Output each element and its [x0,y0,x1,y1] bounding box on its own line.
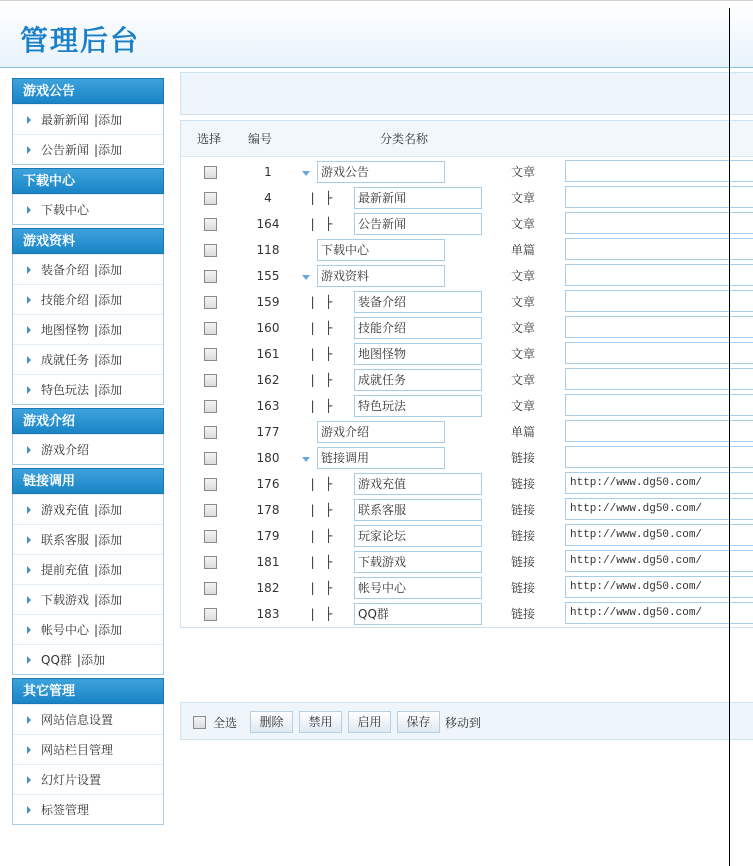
sidebar-item[interactable] [13,584,163,614]
row-id: 177 [256,425,280,439]
row-url-input[interactable] [565,212,753,234]
row-checkbox[interactable] [204,218,217,231]
sidebar-add-link[interactable]: 添加 [98,293,123,307]
row-url-input[interactable] [565,290,753,312]
row-checkbox[interactable] [204,348,217,361]
sidebar-add-link[interactable]: 添加 [98,623,123,637]
row-id: 183 [256,607,280,621]
sidebar [12,78,164,828]
row-id: 160 [256,321,280,335]
tree-branch: ├ [325,529,333,543]
sidebar-group [12,468,164,675]
sidebar-item-label[interactable]: 地图怪物 [41,323,90,337]
chevron-down-icon[interactable] [302,275,310,280]
row-url-input[interactable] [565,160,753,182]
row-id: 118 [256,243,280,257]
arrow-right-icon [27,266,31,274]
arrow-right-icon [27,596,31,604]
table-row [181,419,753,445]
row-checkbox[interactable] [204,426,217,439]
delete-button[interactable]: 删除 [250,711,293,733]
sidebar-item-label[interactable]: 帐号中心 [41,623,90,637]
separator: | [94,323,99,337]
arrow-right-icon [27,566,31,574]
row-type: 文章 [511,217,536,231]
row-type: 文章 [511,399,536,413]
sidebar-item[interactable] [13,434,163,464]
tree-pipe: | [309,503,317,517]
row-name-input[interactable]: 公告新闻 [354,213,482,235]
sidebar-group [12,168,164,225]
row-url-input[interactable]: http://www.dg50.com/ [565,550,753,572]
tree-pipe: | [309,321,317,335]
sidebar-item[interactable] [13,794,163,824]
tree-branch: ├ [325,321,333,335]
tree-pipe: | [309,295,317,309]
row-id: 181 [256,555,280,569]
arrow-right-icon [27,716,31,724]
row-checkbox[interactable] [204,270,217,283]
row-url-input[interactable] [565,368,753,390]
header [0,0,753,68]
row-name-input[interactable]: 游戏资料 [317,265,445,287]
row-checkbox[interactable] [204,192,217,205]
tree-branch: ├ [325,347,333,361]
row-name-input[interactable]: 玩家论坛 [354,525,482,547]
tree-branch: ├ [325,555,333,569]
table-row [181,237,753,263]
sidebar-item[interactable] [13,344,163,374]
sidebar-group-title[interactable]: 游戏资料 [12,228,164,254]
row-checkbox[interactable] [204,296,217,309]
row-id: 180 [256,451,280,465]
sidebar-group [12,78,164,165]
row-name-input[interactable]: QQ群 [354,603,482,625]
table-row [181,263,753,289]
separator: | [94,113,99,127]
tree-branch: ├ [325,191,333,205]
row-url-input[interactable] [565,264,753,286]
row-url-input[interactable]: http://www.dg50.com/ [565,524,753,546]
sidebar-item[interactable] [13,764,163,794]
sidebar-item[interactable] [13,314,163,344]
sidebar-item-label[interactable]: 技能介绍 [41,293,90,307]
sidebar-group-title[interactable]: 链接调用 [12,468,164,494]
move-to-label: 移动到 [445,716,482,730]
row-type: 链接 [511,529,536,543]
arrow-right-icon [27,206,31,214]
row-checkbox[interactable] [204,608,217,621]
sidebar-item[interactable] [13,614,163,644]
sidebar-item-label[interactable]: 成就任务 [41,353,90,367]
row-type: 链接 [511,581,536,595]
row-name-input[interactable]: 游戏公告 [317,161,445,183]
tree-branch: ├ [325,217,333,231]
separator: | [94,293,99,307]
sidebar-group [12,678,164,825]
row-name-input[interactable]: 链接调用 [317,447,445,469]
sidebar-item[interactable] [13,494,163,524]
row-url-input[interactable] [565,342,753,364]
table-row [181,497,753,523]
tree-branch: ├ [325,503,333,517]
page-title: 管理后台 [20,24,141,57]
sidebar-add-link[interactable]: 添加 [98,593,123,607]
sidebar-item[interactable] [13,104,163,134]
row-name-input[interactable]: 成就任务 [354,369,482,391]
row-type: 文章 [511,269,536,283]
sidebar-add-link[interactable]: 添加 [80,653,105,667]
tree-pipe: | [309,607,317,621]
row-checkbox[interactable] [204,244,217,257]
tree-pipe: | [309,529,317,543]
tree-pipe: | [309,555,317,569]
table-row [181,445,753,471]
sidebar-group-title[interactable]: 游戏公告 [12,78,164,104]
row-name-input[interactable]: 下载游戏 [354,551,482,573]
tree-pipe: | [309,191,317,205]
arrow-right-icon [27,146,31,154]
separator: | [94,383,99,397]
row-type: 文章 [511,347,536,361]
header-select: 选择 [197,132,222,146]
row-name-input[interactable]: 装备介绍 [354,291,482,313]
row-type: 文章 [511,295,536,309]
arrow-right-icon [27,656,31,664]
arrow-right-icon [27,446,31,454]
sidebar-item-label[interactable]: 提前充值 [41,563,90,577]
tree-pipe: | [309,217,317,231]
tree-pipe: | [309,399,317,413]
table-row [181,341,753,367]
tree-pipe: | [309,347,317,361]
row-url-input[interactable]: http://www.dg50.com/ [565,498,753,520]
tree-branch: ├ [325,607,333,621]
table-header [181,121,753,157]
chevron-down-icon[interactable] [302,171,310,176]
table-row [181,211,753,237]
sidebar-item[interactable] [13,194,163,224]
divider-line [729,8,730,866]
row-checkbox[interactable] [204,166,217,179]
row-name-input[interactable]: 联系客服 [354,499,482,521]
row-url-input[interactable] [565,238,753,260]
table-row [181,575,753,601]
row-url-input[interactable]: http://www.dg50.com/ [565,602,753,624]
row-name-input[interactable]: 地图怪物 [354,343,482,365]
row-type: 文章 [511,165,536,179]
row-id: 4 [264,191,272,205]
row-checkbox[interactable] [204,374,217,387]
row-id: 164 [256,217,280,231]
sidebar-item-label[interactable]: 最新新闻 [41,113,90,127]
row-type: 文章 [511,373,536,387]
sidebar-item[interactable] [13,374,163,404]
tree-branch: ├ [325,373,333,387]
row-type: 文章 [511,321,536,335]
separator: | [94,533,99,547]
row-url-input[interactable] [565,420,753,442]
row-name-input[interactable]: 最新新闻 [354,187,482,209]
sidebar-item-label[interactable]: 下载中心 [41,203,90,217]
sidebar-item[interactable] [13,134,163,164]
enable-button[interactable]: 启用 [348,711,391,733]
row-id: 182 [256,581,280,595]
table-row [181,523,753,549]
row-id: 161 [256,347,280,361]
toolbar-area [180,72,753,115]
sidebar-item-label[interactable]: 联系客服 [41,533,90,547]
row-checkbox[interactable] [204,400,217,413]
row-checkbox[interactable] [204,504,217,517]
table-row [181,601,753,627]
separator: | [94,263,99,277]
tree-branch: ├ [325,399,333,413]
arrow-right-icon [27,536,31,544]
row-type: 单篇 [511,243,536,257]
separator: | [94,593,99,607]
save-button[interactable]: 保存 [397,711,440,733]
table-row [181,159,753,185]
row-checkbox[interactable] [204,582,217,595]
table-row [181,471,753,497]
row-id: 162 [256,373,280,387]
sidebar-add-link[interactable]: 添加 [98,503,123,517]
row-url-input[interactable]: http://www.dg50.com/ [565,576,753,598]
row-type: 文章 [511,191,536,205]
row-checkbox[interactable] [204,556,217,569]
row-type: 链接 [511,477,536,491]
sidebar-item-label[interactable]: 下载游戏 [41,593,90,607]
sidebar-add-link[interactable]: 添加 [98,143,123,157]
sidebar-item[interactable] [13,554,163,584]
row-name-input[interactable]: 技能介绍 [354,317,482,339]
category-table [180,120,753,628]
tree-pipe: | [309,373,317,387]
chevron-down-icon[interactable] [302,457,310,462]
row-type: 链接 [511,451,536,465]
row-id: 1 [264,165,272,179]
table-row [181,289,753,315]
tree-pipe: | [309,581,317,595]
row-checkbox[interactable] [204,530,217,543]
row-id: 163 [256,399,280,413]
sidebar-add-link[interactable]: 添加 [98,263,123,277]
row-checkbox[interactable] [204,478,217,491]
row-type: 链接 [511,555,536,569]
row-url-input[interactable] [565,394,753,416]
separator: | [94,623,99,637]
separator: | [94,353,99,367]
separator: | [76,653,81,667]
row-id: 179 [256,529,280,543]
arrow-right-icon [27,806,31,814]
arrow-right-icon [27,356,31,364]
sidebar-add-link[interactable]: 添加 [98,113,123,127]
arrow-right-icon [27,386,31,394]
row-checkbox[interactable] [204,322,217,335]
row-id: 178 [256,503,280,517]
row-id: 155 [256,269,280,283]
sidebar-item-label[interactable]: 幻灯片设置 [41,773,102,787]
row-type: 链接 [511,503,536,517]
row-name-input[interactable]: 下载中心 [317,239,445,261]
separator: | [94,143,99,157]
row-name-input[interactable]: 游戏介绍 [317,421,445,443]
arrow-right-icon [27,326,31,334]
row-type: 单篇 [511,425,536,439]
select-all-label: 全选 [213,716,238,730]
header-name: 分类名称 [380,132,429,146]
sidebar-group [12,408,164,465]
sidebar-item-label[interactable]: 网站栏目管理 [41,743,114,757]
row-name-input[interactable]: 游戏充值 [354,473,482,495]
sidebar-group [12,228,164,405]
row-name-input[interactable]: 特色玩法 [354,395,482,417]
sidebar-add-link[interactable]: 添加 [98,383,123,397]
arrow-right-icon [27,296,31,304]
table-row [181,549,753,575]
tree-branch: ├ [325,581,333,595]
table-row [181,367,753,393]
sidebar-item-label[interactable]: 标签管理 [41,803,90,817]
arrow-right-icon [27,506,31,514]
row-url-input[interactable] [565,186,753,208]
row-url-input[interactable] [565,446,753,468]
sidebar-item[interactable] [13,524,163,554]
tree-branch: ├ [325,295,333,309]
separator: | [94,503,99,517]
row-id: 159 [256,295,280,309]
arrow-right-icon [27,776,31,784]
row-url-input[interactable] [565,316,753,338]
row-type: 链接 [511,607,536,621]
header-id: 编号 [248,132,273,146]
table-footer [180,702,753,740]
sidebar-item-label[interactable]: 游戏介绍 [41,443,90,457]
table-row [181,185,753,211]
row-url-input[interactable]: http://www.dg50.com/ [565,472,753,494]
tree-branch: ├ [325,477,333,491]
sidebar-add-link[interactable]: 添加 [98,533,123,547]
sidebar-item-label[interactable]: QQ群 [41,653,72,667]
arrow-right-icon [27,746,31,754]
sidebar-group-title[interactable]: 下载中心 [12,168,164,194]
separator: | [94,563,99,577]
sidebar-add-link[interactable]: 添加 [98,323,123,337]
tree-pipe: | [309,477,317,491]
sidebar-item-label[interactable]: 公告新闻 [41,143,90,157]
arrow-right-icon [27,626,31,634]
sidebar-group-title[interactable]: 其它管理 [12,678,164,704]
sidebar-item[interactable] [13,734,163,764]
sidebar-item-label[interactable]: 装备介绍 [41,263,90,277]
table-row [181,393,753,419]
sidebar-item-label[interactable]: 特色玩法 [41,383,90,397]
sidebar-group-title[interactable]: 游戏介绍 [12,408,164,434]
sidebar-item[interactable] [13,254,163,284]
table-body [181,157,753,627]
sidebar-add-link[interactable]: 添加 [98,353,123,367]
disable-button[interactable]: 禁用 [299,711,342,733]
sidebar-item-label[interactable]: 网站信息设置 [41,713,114,727]
sidebar-item[interactable] [13,644,163,674]
sidebar-add-link[interactable]: 添加 [98,563,123,577]
row-checkbox[interactable] [204,452,217,465]
sidebar-item[interactable] [13,704,163,734]
row-id: 176 [256,477,280,491]
row-name-input[interactable]: 帐号中心 [354,577,482,599]
sidebar-item-label[interactable]: 游戏充值 [41,503,90,517]
select-all-checkbox[interactable] [193,716,206,729]
arrow-right-icon [27,116,31,124]
table-row [181,315,753,341]
sidebar-item[interactable] [13,284,163,314]
